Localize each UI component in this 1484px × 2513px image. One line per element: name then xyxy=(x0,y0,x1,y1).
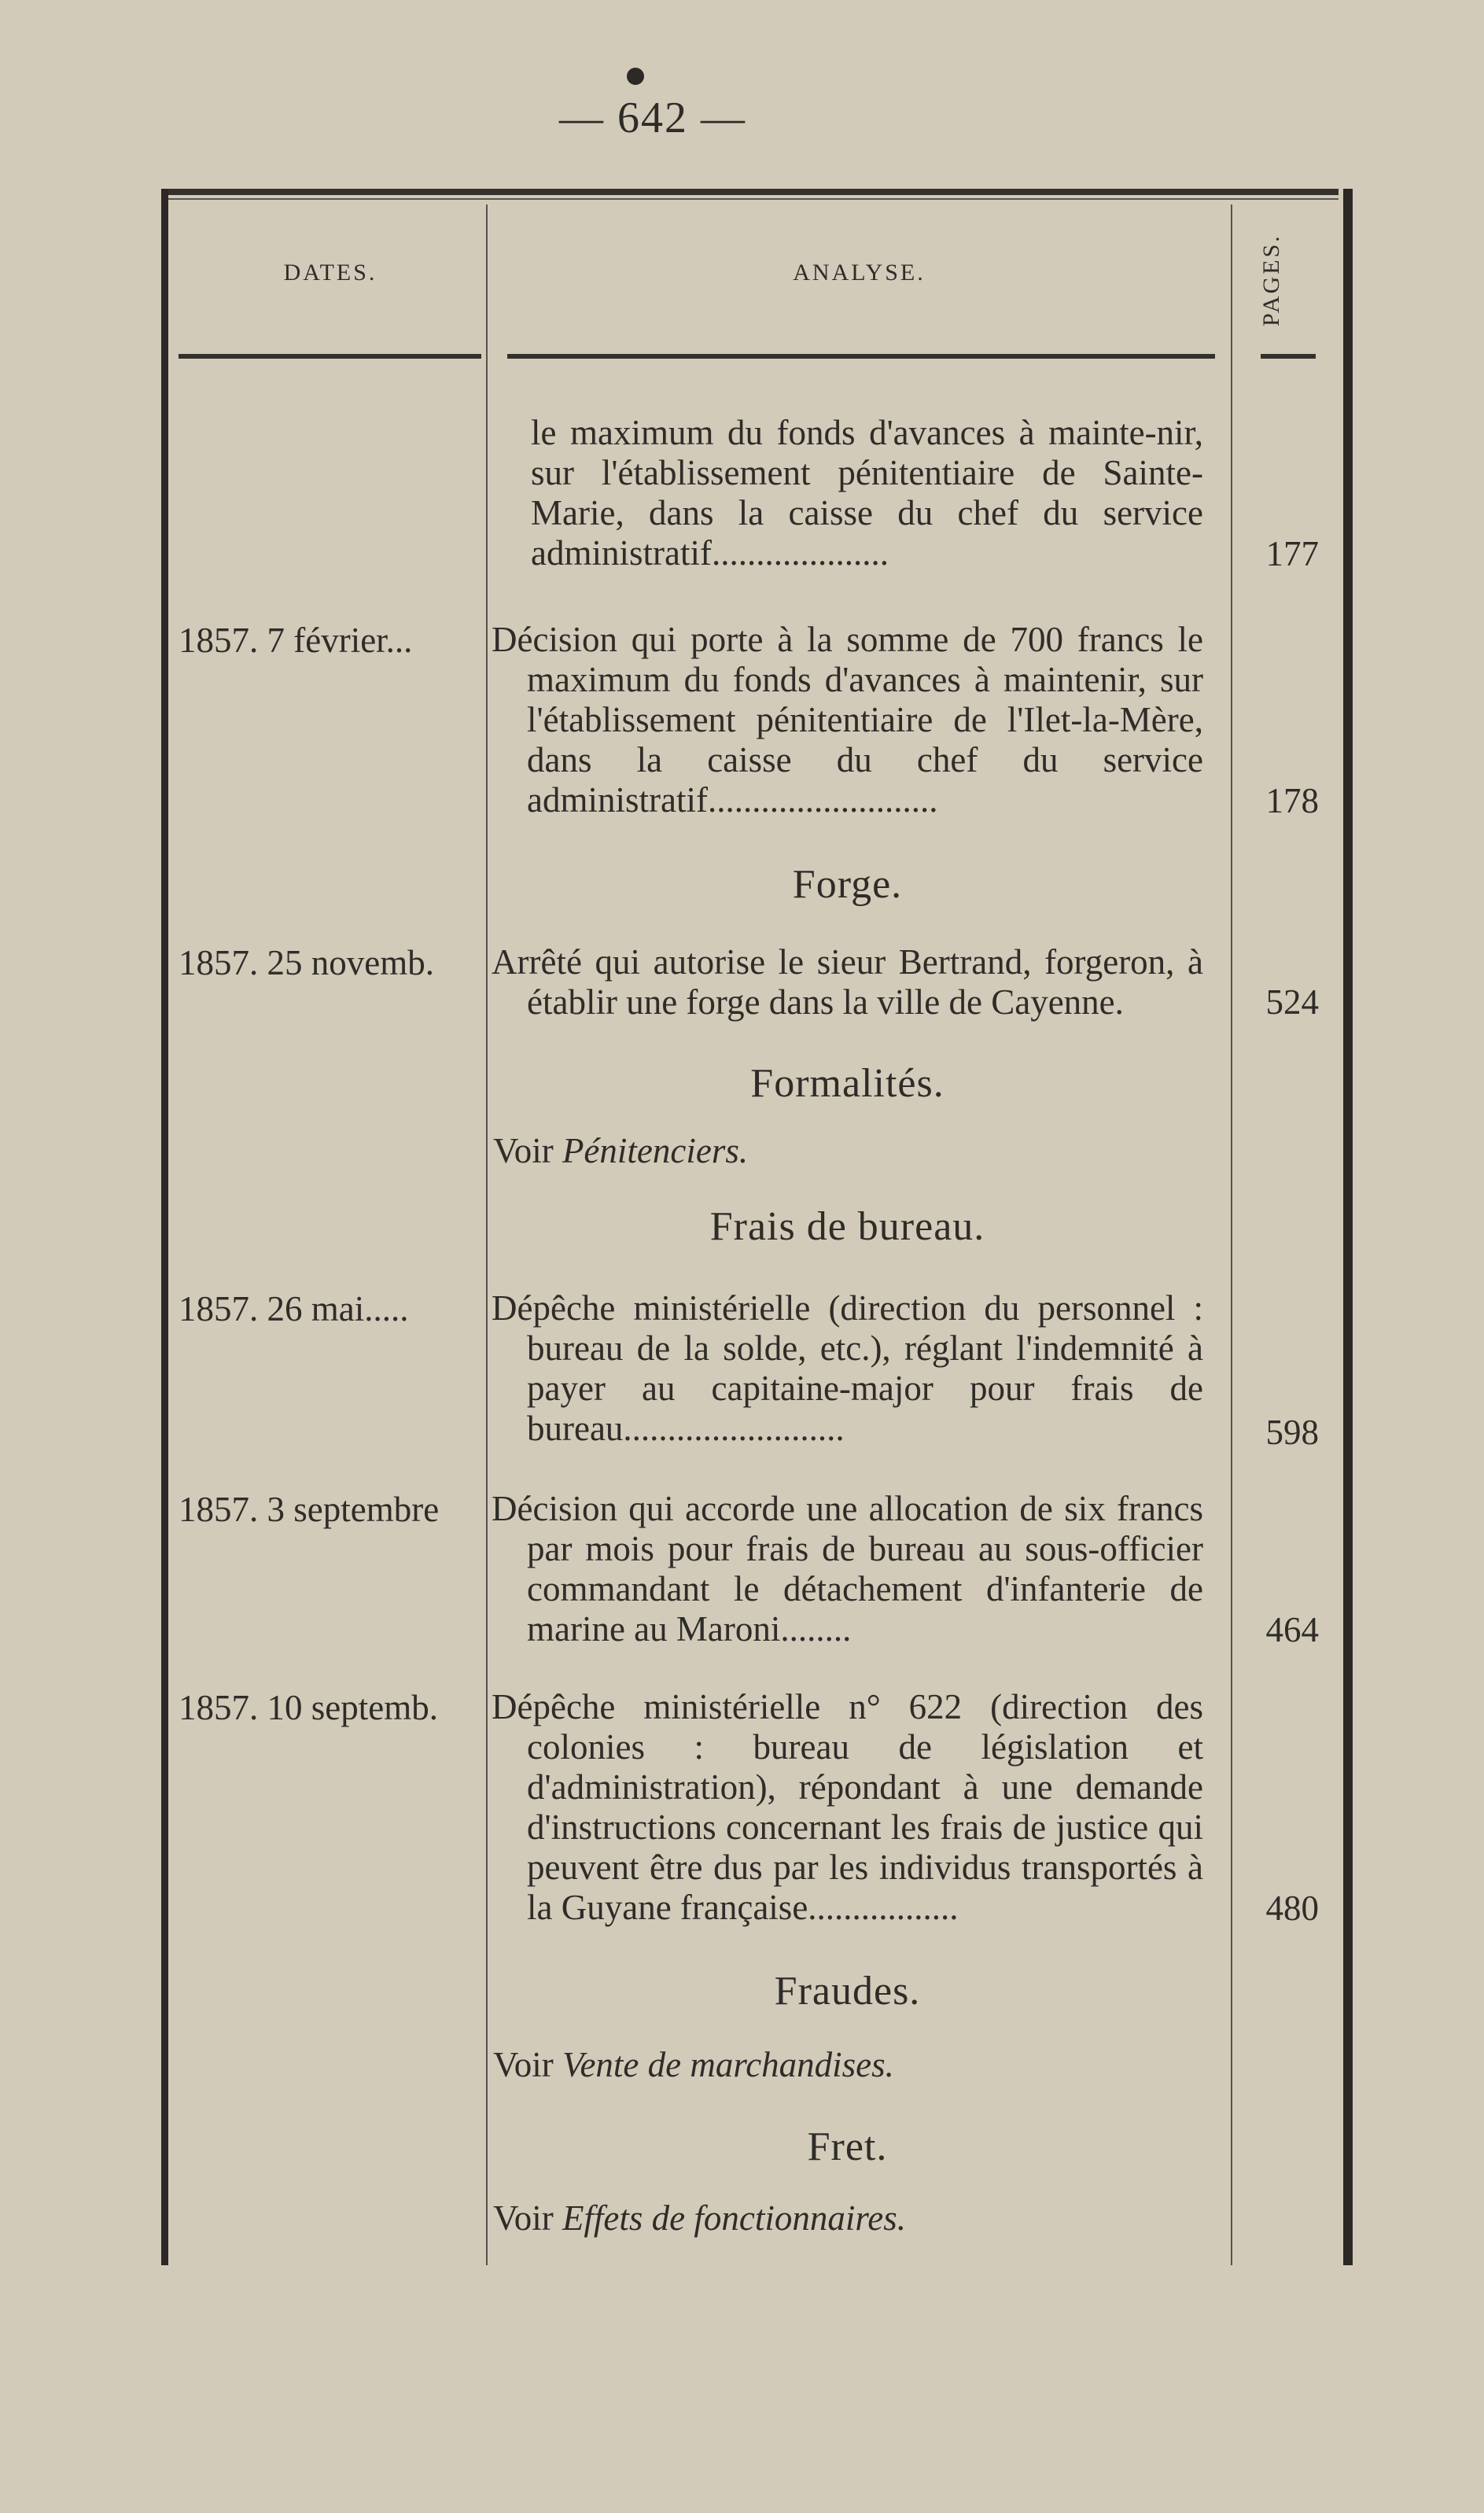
reference-target: Effets de fonctionnaires. xyxy=(562,2198,906,2238)
section-title-forge: Forge. xyxy=(792,862,903,907)
section-title-formalites: Formalités. xyxy=(750,1061,945,1106)
entry-text: Dépêche ministérielle (direction du personnel : bureau de la solde, etc.), réglant l'indemnité à payer au capitaine-major pour frais de bureau......................... xyxy=(492,1288,1203,1448)
column-divider-dates xyxy=(486,205,488,2265)
entry-page: 524 xyxy=(1265,982,1319,1022)
header-analyse: ANALYSE. xyxy=(793,260,926,286)
right-frame-rule xyxy=(1343,189,1353,2265)
header-pages: PAGES. xyxy=(1258,234,1284,326)
entry-page: 598 xyxy=(1265,1413,1319,1452)
entry-date: 1857. 7 février... xyxy=(179,621,413,660)
entry-date: 1857. 25 novemb. xyxy=(179,943,434,982)
entry-text: Dépêche ministérielle n° 622 (direction des colonies : bureau de législation et d'administration), répondant à une demande d'instructions concernant les frais de justice qui peuvent être dus par les individus transportés à la Guyane française................. xyxy=(492,1687,1203,1927)
cross-reference xyxy=(493,1131,1205,1171)
entry-text: Décision qui porte à la somme de 700 francs le maximum du fonds d'avances à maintenir, sur l'établissement pénitentiaire de l'Ilet-la-Mère, dans la caisse du chef du service administratif.......................... xyxy=(492,620,1203,820)
section-title-frais-de-bureau: Frais de bureau. xyxy=(709,1204,985,1249)
cross-reference xyxy=(493,2198,1205,2238)
entry-date: 1857. 3 septembre xyxy=(179,1490,440,1529)
reference-prefix: Voir xyxy=(493,1131,554,1170)
section-title-fret: Fret. xyxy=(807,2124,888,2169)
reference-target: Pénitenciers. xyxy=(562,1131,749,1170)
entry-page: 177 xyxy=(1265,534,1319,573)
top-rule xyxy=(168,189,1339,195)
entry-page: 480 xyxy=(1265,1888,1319,1928)
header-rule-dates xyxy=(179,354,481,359)
header-rule-analyse xyxy=(507,354,1215,359)
section-title-fraudes: Fraudes. xyxy=(774,1969,921,2014)
header-dates: DATES. xyxy=(283,260,377,286)
header-rule-pages xyxy=(1261,354,1316,359)
ink-spot xyxy=(627,68,644,85)
entry-date: 1857. 26 mai..... xyxy=(179,1289,409,1328)
reference-prefix: Voir xyxy=(493,2045,554,2084)
index-table xyxy=(161,189,1353,2265)
entry-date: 1857. 10 septemb. xyxy=(179,1688,438,1727)
left-frame-rule xyxy=(161,189,168,2265)
entry-text: le maximum du fonds d'avances à mainte-nir, sur l'établissement pénitentiaire de Sainte-Marie, dans la caisse du chef du service administratif.................... xyxy=(531,413,1203,573)
entry-page: 178 xyxy=(1265,781,1319,820)
entry-text: Arrêté qui autorise le sieur Bertrand, forgeron, à établir une forge dans la ville de Cayenne. xyxy=(492,942,1203,1022)
reference-target: Vente de marchandises. xyxy=(562,2045,894,2084)
reference-prefix: Voir xyxy=(493,2198,554,2238)
page-number: — 642 — xyxy=(559,94,746,142)
column-divider-pages xyxy=(1231,205,1232,2265)
entry-text: Décision qui accorde une allocation de six francs par mois pour frais de bureau au sous-officier commandant le détachement d'infanterie de marine au Maroni........ xyxy=(492,1489,1203,1649)
entry-page: 464 xyxy=(1265,1610,1319,1649)
top-rule-thin xyxy=(168,198,1339,200)
cross-reference xyxy=(493,2045,1205,2085)
